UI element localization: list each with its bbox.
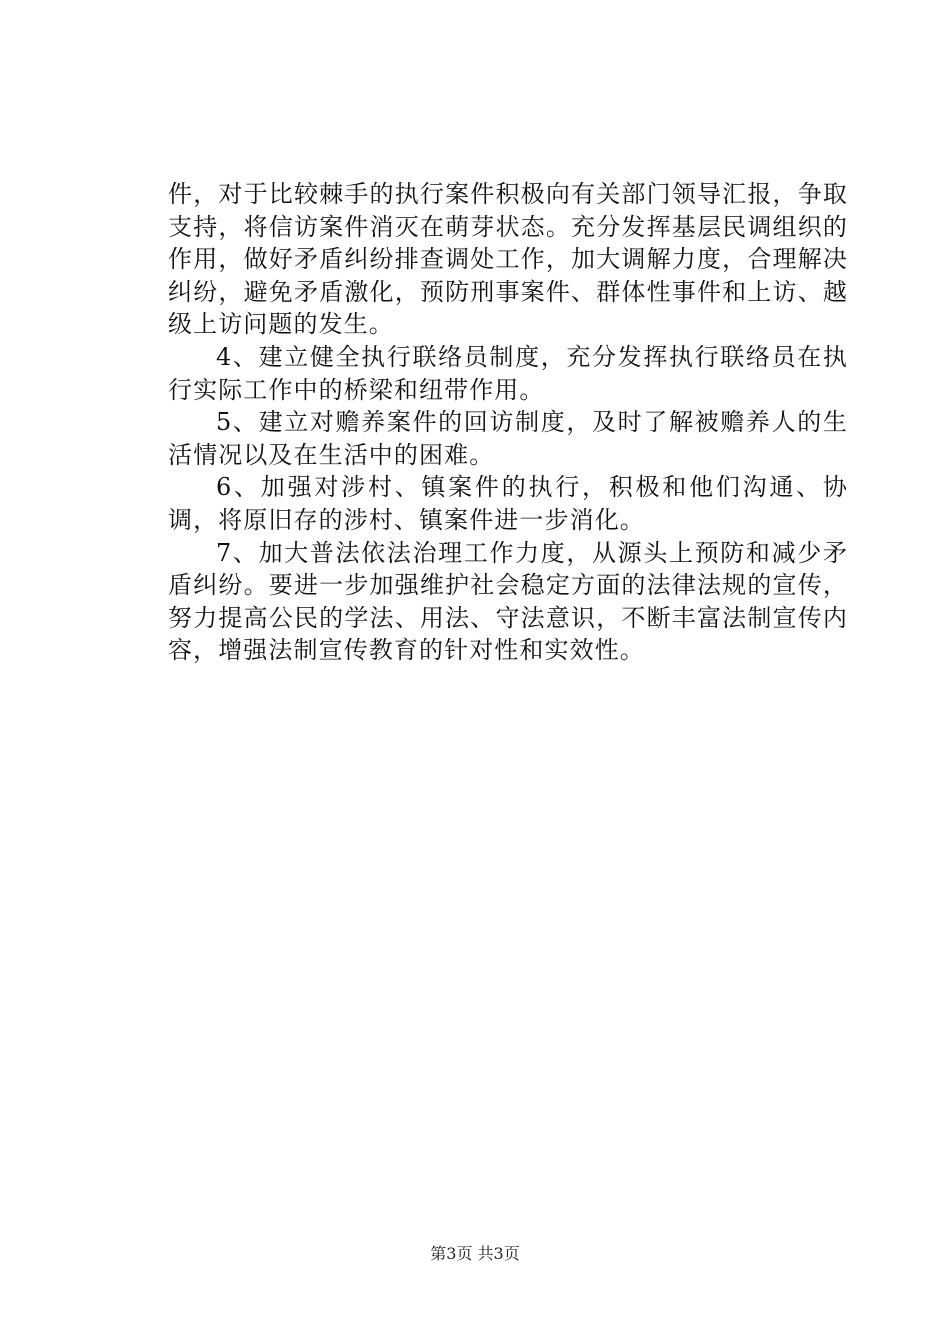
paragraph-item-4: 4、建立健全执行联络员制度，充分发挥执行联络员在执行实际工作中的桥梁和纽带作用。 [168, 342, 848, 404]
document-body [168, 178, 848, 667]
paragraph-item-7: 7、加大普法依法治理工作力度，从源头上预防和减少矛盾纠纷。要进一步加强维护社会稳定方面的法律法规的宣传，努力提高公民的学法、用法、守法意识，不断丰富法制宣传内容，增强法制宣传教育的针对性和实效性。 [168, 538, 848, 665]
paragraph-continuation: 件，对于比较棘手的执行案件积极向有关部门领导汇报，争取支持，将信访案件消灭在萌芽状态。充分发挥基层民调组织的作用，做好矛盾纠纷排查调处工作，加大调解力度，合理解决纠纷，避免矛盾激化，预防刑事案件、群体性事件和上访、越级上访问题的发生。 [168, 180, 848, 339]
page-number-footer: 第3页 共3页 [430, 1244, 520, 1263]
paragraph-item-6: 6、加强对涉村、镇案件的执行，积极和他们沟通、协调，将原旧存的涉村、镇案件进一步消化。 [168, 473, 848, 534]
paragraph-item-5: 5、建立对赡养案件的回访制度，及时了解被赡养人的生活情况以及在生活中的困难。 [168, 408, 848, 469]
